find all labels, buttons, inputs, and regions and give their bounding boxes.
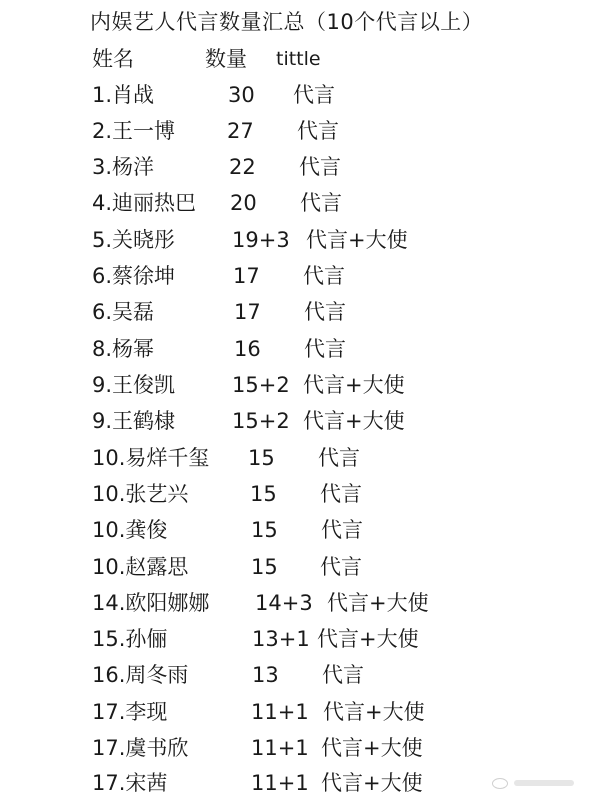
table-row bbox=[0, 512, 600, 548]
table-row bbox=[0, 549, 600, 585]
header-title: tittle bbox=[276, 48, 321, 70]
table-row bbox=[0, 403, 600, 439]
row-type: 代言 bbox=[300, 191, 342, 215]
row-count: 14+3 bbox=[255, 591, 313, 615]
header-count: 数量 bbox=[205, 47, 247, 71]
page-title: 内娱艺人代言数量汇总（10个代言以上） bbox=[90, 10, 484, 34]
row-name: 10.易烊千玺 bbox=[92, 446, 210, 470]
row-name: 9.王俊凯 bbox=[92, 373, 176, 397]
table-row bbox=[0, 730, 600, 766]
table-row bbox=[0, 149, 600, 185]
row-type: 代言+大使 bbox=[303, 409, 405, 433]
row-count: 20 bbox=[230, 191, 257, 215]
header-name: 姓名 bbox=[92, 47, 134, 71]
row-count: 15 bbox=[250, 482, 277, 506]
row-name: 9.王鹤棣 bbox=[92, 409, 176, 433]
row-count: 17 bbox=[233, 264, 260, 288]
row-name: 17.宋茜 bbox=[92, 771, 168, 795]
row-count: 15 bbox=[248, 446, 275, 470]
row-type: 代言+大使 bbox=[327, 591, 429, 615]
row-count: 11+1 bbox=[251, 700, 309, 724]
row-count: 30 bbox=[228, 83, 255, 107]
row-count: 15 bbox=[251, 555, 278, 579]
row-type: 代言 bbox=[303, 264, 345, 288]
row-type: 代言 bbox=[321, 518, 363, 542]
table-row bbox=[0, 185, 600, 221]
table-row bbox=[0, 585, 600, 621]
table-row bbox=[0, 222, 600, 258]
row-type: 代言+大使 bbox=[323, 700, 425, 724]
row-count: 16 bbox=[234, 337, 261, 361]
row-name: 6.蔡徐坤 bbox=[92, 264, 176, 288]
row-name: 6.吴磊 bbox=[92, 300, 155, 324]
row-name: 4.迪丽热巴 bbox=[92, 191, 197, 215]
row-type: 代言 bbox=[318, 446, 360, 470]
row-name: 8.杨幂 bbox=[92, 337, 155, 361]
table-row bbox=[0, 258, 600, 294]
row-count: 15+2 bbox=[232, 373, 290, 397]
row-count: 15 bbox=[251, 518, 278, 542]
row-name: 16.周冬雨 bbox=[92, 663, 189, 687]
table-row bbox=[0, 440, 600, 476]
row-name: 1.肖战 bbox=[92, 83, 155, 107]
row-type: 代言+大使 bbox=[306, 228, 408, 252]
watermark-logo bbox=[492, 776, 582, 788]
row-type: 代言 bbox=[304, 337, 346, 361]
row-count: 15+2 bbox=[232, 409, 290, 433]
row-count: 11+1 bbox=[251, 736, 309, 760]
row-count: 11+1 bbox=[251, 771, 309, 795]
row-count: 13+1 bbox=[252, 627, 310, 651]
row-name: 15.孙俪 bbox=[92, 627, 168, 651]
row-type: 代言+大使 bbox=[321, 736, 423, 760]
row-type: 代言 bbox=[293, 83, 335, 107]
row-count: 27 bbox=[227, 119, 254, 143]
table-row bbox=[0, 113, 600, 149]
row-count: 13 bbox=[252, 663, 279, 687]
row-count: 22 bbox=[229, 155, 256, 179]
row-type: 代言+大使 bbox=[317, 627, 419, 651]
table-row bbox=[0, 657, 600, 693]
table-row bbox=[0, 367, 600, 403]
row-name: 17.虞书欣 bbox=[92, 736, 189, 760]
table-row bbox=[0, 694, 600, 730]
watermark-bar bbox=[514, 780, 574, 786]
table-row bbox=[0, 77, 600, 113]
row-name: 14.欧阳娜娜 bbox=[92, 591, 210, 615]
row-name: 5.关晓彤 bbox=[92, 228, 176, 252]
table-row bbox=[0, 294, 600, 330]
row-name: 10.龚俊 bbox=[92, 518, 168, 542]
row-name: 10.张艺兴 bbox=[92, 482, 189, 506]
row-type: 代言 bbox=[297, 119, 339, 143]
table-row bbox=[0, 621, 600, 657]
row-name: 17.李现 bbox=[92, 700, 168, 724]
row-name: 10.赵露思 bbox=[92, 555, 189, 579]
row-type: 代言 bbox=[320, 555, 362, 579]
row-type: 代言 bbox=[304, 300, 346, 324]
table-row bbox=[0, 331, 600, 367]
row-type: 代言 bbox=[320, 482, 362, 506]
row-type: 代言+大使 bbox=[321, 771, 423, 795]
table-row bbox=[0, 476, 600, 512]
table-header bbox=[0, 41, 600, 77]
row-count: 17 bbox=[234, 300, 261, 324]
row-count: 19+3 bbox=[232, 228, 290, 252]
row-name: 2.王一博 bbox=[92, 119, 176, 143]
row-type: 代言+大使 bbox=[303, 373, 405, 397]
row-name: 3.杨洋 bbox=[92, 155, 155, 179]
row-type: 代言 bbox=[322, 663, 364, 687]
row-type: 代言 bbox=[299, 155, 341, 179]
weibo-logo-icon bbox=[492, 778, 508, 789]
